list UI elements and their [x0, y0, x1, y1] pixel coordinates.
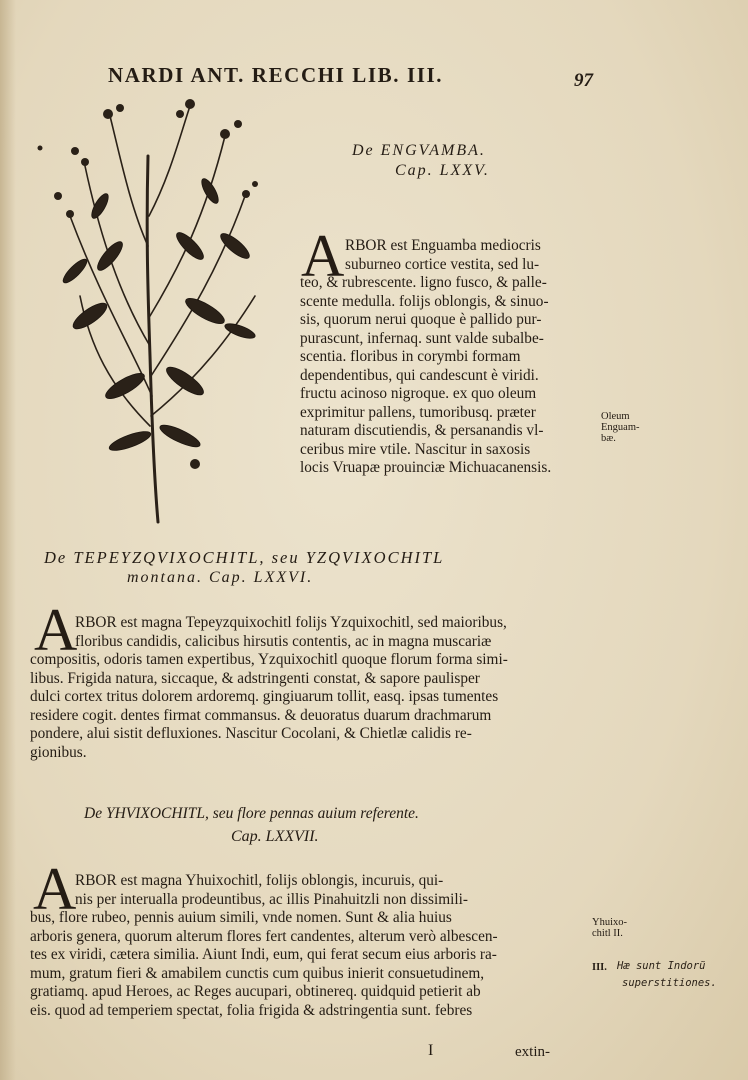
text-line: mum, gratum fieri & amabilem cunctis cum quibus inierit consuetudinem, — [30, 964, 485, 982]
text-line: scente medulla. folijs oblongis, & sinuo- — [300, 292, 549, 310]
text-line: fructu acinoso nigroque. ex quo oleum — [300, 385, 537, 402]
drop-cap: A — [34, 597, 78, 663]
text-line: arboris genera, quorum alterum flores fert candentes, alterum verò albescen- — [30, 927, 498, 945]
text-line: sis, quorum nerui quoque è pallido pur- — [300, 311, 542, 328]
chapter-number-77: Cap. LXXVII. — [231, 828, 319, 845]
text-line: ceribus mire vtile. Nascitur in saxosis — [300, 440, 531, 458]
text-line: RBOR est Enguamba mediocris — [345, 237, 541, 254]
handwritten-annotation-line1: Hæ sunt Indorũ — [617, 960, 706, 972]
chapter-number-75: Cap. LXXV. — [395, 162, 490, 179]
text-line: scentia. floribus in corymbi formam — [300, 348, 521, 365]
text-line: gionibus. — [30, 743, 87, 761]
handwritten-annotation-line2: superstitiones. — [622, 977, 717, 989]
text-line: eis. quod ad temperiem spectat, folia frigida & adstringentia sunt. febres — [30, 1001, 473, 1019]
plant-woodcut-illustration — [30, 96, 270, 524]
text-line: RBOR est magna Tepeyzquixochitl folijs Yzquixochitl, sed maioribus, — [75, 614, 507, 631]
text-line: locis Vruapæ prouinciæ Michuacanensis. — [300, 459, 552, 476]
text-line: pondere, alui sistit defluxiones. Nascitur Cocolani, & Chietlæ calidis re- — [30, 725, 472, 742]
text-line: residere cogit. dentes firmat commansus. & deuoratus duarum drachmarum — [30, 706, 492, 724]
text-line: teo, & rubrescente. ligno fusco, & palle- — [300, 274, 547, 291]
page-gutter-shadow — [0, 0, 16, 1080]
text-line: nis per interualla prodeuntibus, ac illis Pinahuitzli non dissimili- — [75, 890, 468, 908]
text-line: RBOR est magna Yhuixochitl, folijs oblongis, incuruis, qui- — [75, 872, 444, 889]
margin-note-yhuixochitl: Yhuixo- chitl II. — [592, 917, 627, 939]
folio-number: 97 — [574, 70, 593, 91]
text-line: bus, flore rubeo, pennis auium simili, vnde nomen. Sunt & alia huius — [30, 909, 452, 926]
chapter2-body — [30, 614, 600, 762]
text-line: floribus candidis, calicibus hirsutis contentis, ac in magna muscariæ — [75, 632, 492, 650]
margin-note-oleum: Oleum Enguam- bæ. — [601, 411, 640, 444]
text-line: suburneo cortice vestita, sed lu- — [345, 255, 540, 273]
signature-mark: I — [428, 1042, 434, 1059]
chapter-number-76: montana. Cap. LXXVI. — [127, 569, 314, 586]
text-line: dependentibus, qui candescunt è viridi. — [300, 366, 539, 384]
text-line: tes ex viridi, cætera similia. Aiunt Indi, eum, qui ferat secum eius arboris ra- — [30, 946, 497, 963]
drop-cap: A — [33, 856, 77, 922]
drop-cap: A — [301, 223, 345, 289]
chapter-title-enguamba: De ENGVAMBA. — [352, 142, 486, 159]
text-line: dulci cortex tritus dolorem ardoremq. gingiuarum tollit, easq. ipsas tumentes — [30, 688, 499, 705]
text-line: naturam discutiendis, & persanandis vl- — [300, 422, 544, 439]
chapter-title-yhuixochitl: De YHVIXOCHITL, seu flore pennas auium referente. — [84, 805, 419, 822]
chapter-title-tepeyzquixochitl: De TEPEYZQVIXOCHITL, seu YZQVIXOCHITL — [44, 548, 445, 567]
running-title: NARDI ANT. RECCHI LIB. III. — [108, 63, 444, 87]
chapter3-body — [30, 872, 590, 1020]
text-line: gratiamq. apud Heroes, ac Reges aucupari, obtinereq. quidquid petierit ab — [30, 983, 481, 1000]
margin-numeral: III. — [592, 962, 607, 973]
text-line: compositis, odoris tamen expertibus, Yzquixochitl quoque florum forma simi- — [30, 651, 508, 668]
text-line: exprimitur pallens, tumoribusq. præter — [300, 403, 536, 421]
catchword: extin- — [515, 1044, 550, 1060]
text-line: purascunt, infernaq. sunt valde subalbe- — [300, 329, 544, 347]
text-line: libus. Frigida natura, siccaque, & adstringenti constat, & sapore paulisper — [30, 669, 480, 687]
chapter1-body — [300, 237, 600, 478]
